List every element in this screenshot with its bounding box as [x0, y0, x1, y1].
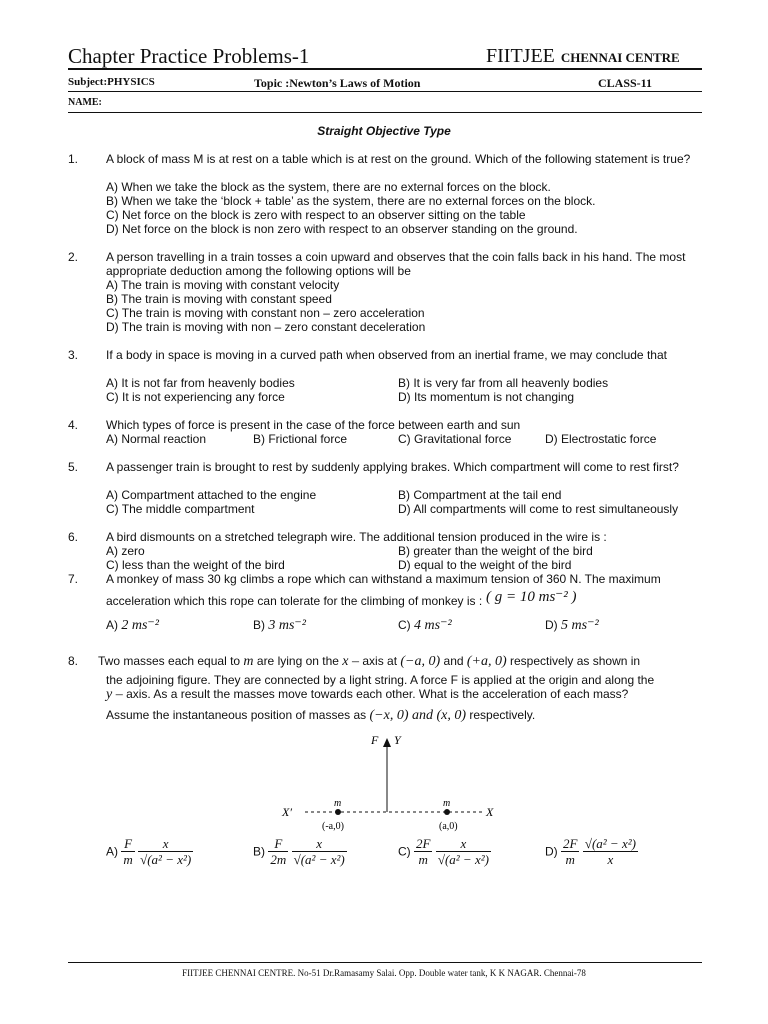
- mass-right: [444, 809, 450, 815]
- fraction-1: [414, 836, 432, 867]
- option-c: [398, 836, 491, 867]
- header-rule-mid: [68, 91, 702, 92]
- question-text: A block of mass M is at rest on a table which is at rest on the ground. Which of the following statement is true?: [106, 152, 691, 166]
- option-c: C) It is not experiencing any force: [106, 390, 285, 404]
- option-a: A) The train is moving with constant velocity: [106, 278, 340, 292]
- force-diagram: [270, 728, 510, 838]
- section-title: Straight Objective Type: [317, 124, 451, 138]
- option-c: C) The middle compartment: [106, 502, 255, 516]
- option-label: C): [398, 618, 411, 632]
- question-text: A monkey of mass 30 kg climbs a rope which can withstand a maximum tension of 360 N. The maximum: [106, 572, 661, 586]
- option-c: C) less than the weight of the bird: [106, 558, 285, 572]
- option-d: D) All compartments will come to rest simultaneously: [398, 502, 679, 516]
- text: respectively.: [469, 708, 536, 722]
- question-number: 1.: [68, 152, 79, 166]
- option-d: D) Electrostatic force: [545, 432, 657, 446]
- fraction-1: [268, 836, 288, 867]
- option-c: [398, 618, 452, 633]
- x-prime-label: X′: [282, 805, 292, 819]
- header-rule-bottom: [68, 112, 702, 113]
- option-a: A) When we take the block as the system, there are no external forces on the block.: [106, 180, 551, 194]
- institute-label: FIITJEE: [486, 45, 555, 67]
- text: are lying on the: [256, 654, 339, 668]
- math-x: x –: [342, 654, 360, 669]
- denominator: √(a² − x²): [293, 852, 345, 867]
- option-label: A): [106, 844, 118, 859]
- document-title: Chapter Practice Problems-1: [68, 44, 310, 68]
- option-b: B) It is very far from all heavenly bodies: [398, 376, 609, 390]
- footer-address: FIITJEE CHENNAI CENTRE. No-51 Dr.Ramasamy Salai. Opp. Double water tank, K K NAGAR. Chennai-78: [182, 968, 586, 978]
- option-d: D) equal to the weight of the bird: [398, 558, 572, 572]
- option-b: B) Compartment at the tail end: [398, 488, 562, 502]
- numerator: 2F: [416, 836, 431, 851]
- left-coordinate: (-a,0): [322, 821, 344, 832]
- fraction-2: [292, 836, 347, 867]
- fraction-1: [561, 836, 579, 867]
- option-a: A) zero: [106, 544, 145, 558]
- option-a: A) Compartment attached to the engine: [106, 488, 317, 502]
- fraction-2: [138, 836, 193, 867]
- subject-label: Subject:PHYSICS: [68, 76, 155, 88]
- force-arrow-icon: [383, 738, 391, 747]
- option-b: B) The train is moving with constant speed: [106, 292, 332, 306]
- fraction-2: [436, 836, 491, 867]
- force-label: F: [371, 733, 379, 747]
- option-a: A) Normal reaction: [106, 432, 207, 446]
- denominator: x: [607, 852, 614, 867]
- option-d: [545, 836, 638, 867]
- numerator: F: [268, 836, 288, 852]
- text: axis. As a result the masses move towards each other. What is the acceleration of each mass?: [126, 687, 629, 701]
- math-point-2: (+a, 0): [466, 654, 507, 669]
- question-text-line2: the adjoining figure. They are connected by a light string. A force F is applied at the origin and along the: [106, 673, 655, 687]
- text: and: [443, 654, 464, 668]
- option-value: 3 ms⁻²: [268, 618, 306, 633]
- question-number: 4.: [68, 418, 79, 432]
- option-label: C): [398, 844, 411, 859]
- option-value: 5 ms⁻²: [561, 618, 599, 633]
- centre-label: CHENNAI CENTRE: [560, 50, 680, 65]
- question-number: 6.: [68, 530, 79, 544]
- math-m: m: [243, 654, 254, 669]
- option-a: [106, 836, 193, 867]
- text: Two masses each equal to: [98, 654, 241, 668]
- name-label: NAME:: [68, 97, 102, 108]
- fraction-1: [121, 836, 134, 867]
- question-text: A bird dismounts on a stretched telegraph wire. The additional tension produced in the wire is :: [106, 530, 607, 544]
- option-b: B) When we take the ‘block + table’ as the system, there are no external forces on the block.: [106, 194, 596, 208]
- option-b: [253, 618, 306, 633]
- numerator: F: [121, 836, 134, 852]
- denominator: m: [123, 852, 133, 867]
- option-d: D) Its momentum is not changing: [398, 390, 575, 404]
- class-label: CLASS-11: [598, 76, 653, 90]
- option-label: B): [253, 618, 265, 632]
- numerator: x: [138, 836, 193, 852]
- question-text-line4: [106, 708, 535, 723]
- right-coordinate: (a,0): [439, 821, 458, 832]
- option-label: B): [253, 844, 265, 859]
- option-c: C) The train is moving with constant non – zero acceleration: [106, 306, 425, 320]
- numerator: x: [436, 836, 491, 852]
- question-text-line1: [98, 654, 640, 669]
- option-c: C) Gravitational force: [398, 432, 512, 446]
- option-a: A) It is not far from heavenly bodies: [106, 376, 295, 390]
- question-text-line3: [106, 687, 628, 702]
- question-number: 3.: [68, 348, 79, 362]
- numerator: x: [292, 836, 347, 852]
- mass-label-right: m: [443, 798, 451, 809]
- institute-name: [486, 45, 680, 68]
- question-number: 2.: [68, 250, 79, 264]
- denominator: 2m: [270, 852, 287, 867]
- question-text: If a body in space is moving in a curved path when observed from an inertial frame, we may conclude that: [106, 348, 667, 362]
- topic-label: Topic :Newton’s Laws of Motion: [254, 76, 421, 90]
- mass-left: [335, 809, 341, 815]
- question-text-continued: acceleration which this rope can tolerate for the climbing of monkey is :: [106, 594, 483, 608]
- y-axis-label: Y: [394, 733, 401, 747]
- math-y: y –: [106, 687, 123, 702]
- question-text: A person travelling in a train tosses a coin upward and observes that the coin falls back in his hand. The most appropriate deduction among the following options will be: [106, 250, 686, 278]
- denominator: √(a² − x²): [140, 852, 192, 867]
- numerator: √(a² − x²): [584, 836, 636, 851]
- option-label: D): [545, 618, 558, 632]
- option-label: A): [106, 618, 118, 632]
- option-b: B) greater than the weight of the bird: [398, 544, 593, 558]
- option-c: C) Net force on the block is zero with respect to an observer sitting on the table: [106, 208, 526, 222]
- option-value: 4 ms⁻²: [414, 618, 452, 633]
- text: Assume the instantaneous position of masses as: [106, 708, 367, 722]
- option-b: B) Frictional force: [253, 432, 348, 446]
- math-point-1: (−a, 0): [400, 654, 441, 669]
- option-d: D) The train is moving with non – zero constant deceleration: [106, 320, 426, 334]
- question-number: 8.: [68, 654, 79, 668]
- formula-g: ( g = 10 ms⁻² ): [486, 589, 577, 605]
- question-text: Which types of force is present in the case of the force between earth and sun: [106, 418, 521, 432]
- option-label: D): [545, 844, 558, 859]
- option-d: [545, 618, 599, 633]
- option-d: D) Net force on the block is non zero with respect to an observer standing on the ground.: [106, 222, 578, 236]
- math-positions: (−x, 0) and (x, 0): [369, 708, 467, 723]
- option-b: [253, 836, 347, 867]
- question-number: 5.: [68, 460, 79, 474]
- denominator: √(a² − x²): [437, 852, 489, 867]
- fraction-2: [583, 836, 638, 867]
- denominator: m: [418, 852, 428, 867]
- text: respectively as shown in: [510, 654, 641, 668]
- question-number: 7.: [68, 572, 79, 586]
- option-a: [106, 618, 159, 633]
- question-text: A passenger train is brought to rest by suddenly applying brakes. Which compartment will come to rest first?: [106, 460, 679, 474]
- denominator: m: [565, 852, 575, 867]
- header-rule-top: [68, 68, 702, 70]
- mass-label-left: m: [334, 798, 342, 809]
- footer-rule: [68, 962, 702, 963]
- numerator: 2F: [563, 836, 578, 851]
- option-value: 2 ms⁻²: [121, 618, 159, 633]
- x-axis-label: X: [486, 805, 494, 819]
- text: axis at: [362, 654, 398, 668]
